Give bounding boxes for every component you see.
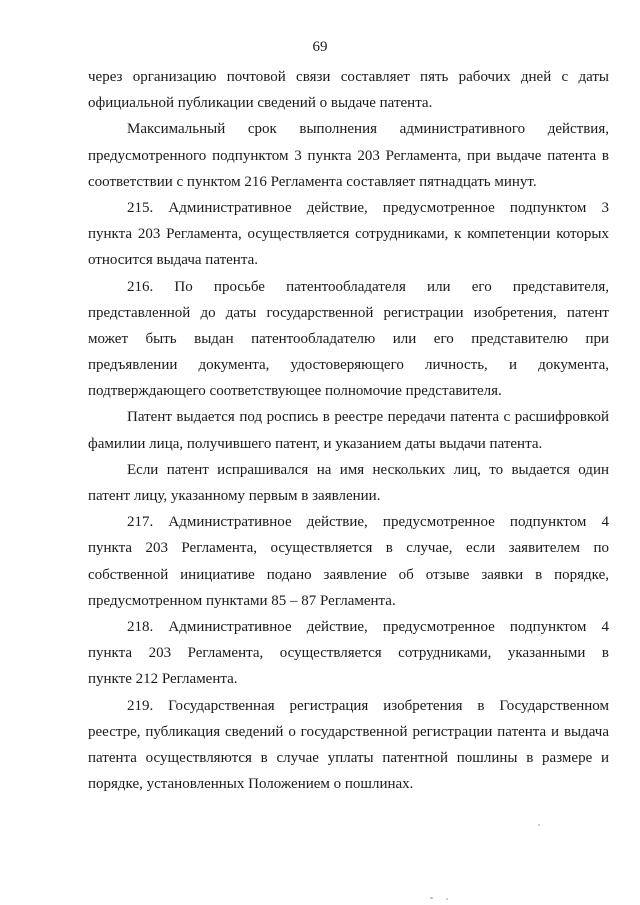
text-line: предъявлении документа, удостоверяющего личность, и документа, (88, 357, 609, 374)
paragraph (88, 116, 609, 195)
text-line: Максимальный срок выполнения административного действия, (127, 121, 609, 138)
text-line: собственной инициативе подано заявление об отзыве заявки в порядке, (88, 566, 609, 583)
text-line: подтверждающего соответствующее полномочие представителя. (88, 383, 502, 400)
paragraph (88, 195, 609, 274)
paragraph (88, 274, 609, 405)
scan-speck (430, 897, 433, 899)
text-line: предусмотренном пунктами 85 – 87 Регламента. (88, 592, 396, 609)
text-line: патента осуществляются в случае уплаты патентной пошлины в размере и (88, 749, 609, 766)
text-line: соответствии с пунктом 216 Регламента составляет пятнадцать минут. (88, 173, 537, 190)
text-line: представленной до даты государственной регистрации изобретения, патент (88, 304, 609, 321)
document-body (88, 64, 609, 797)
scan-speck (446, 898, 448, 900)
text-line: фамилии лица, получившего патент, и указанием даты выдачи патента. (88, 435, 543, 452)
paragraph (88, 614, 609, 693)
text-line: Если патент испрашивался на имя нескольких лиц, то выдается один (127, 461, 609, 478)
text-line: Патент выдается под роспись в реестре передачи патента с расшифровкой (127, 409, 609, 426)
text-line: пункта 203 Регламента, осуществляется в случае, если заявителем по (88, 540, 609, 557)
paragraph (88, 509, 609, 614)
text-line: относится выдача патента. (88, 252, 258, 269)
scan-speck (538, 824, 540, 826)
text-line: 215. Административное действие, предусмотренное подпунктом 3 (127, 199, 609, 216)
paragraph (88, 404, 609, 456)
text-line: реестре, публикация сведений о государственной регистрации патента и выдача (88, 723, 609, 740)
text-line: 219. Государственная регистрация изобретения в Государственном (127, 697, 609, 714)
text-line: 217. Административное действие, предусмотренное подпунктом 4 (127, 514, 609, 531)
text-line: официальной публикации сведений о выдаче патента. (88, 95, 433, 112)
paragraph (88, 693, 609, 798)
text-line: 218. Административное действие, предусмотренное подпунктом 4 (127, 618, 609, 635)
text-line: пункта 203 Регламента, осуществляется сотрудниками, указанными в (88, 645, 609, 662)
text-line: через организацию почтовой связи составляет пять рабочих дней с даты (88, 69, 609, 85)
text-line: предусмотренного подпунктом 3 пункта 203 Регламента, при выдаче патента в (88, 147, 609, 164)
paragraph (88, 457, 609, 509)
text-line: может быть выдан патентообладателю или его представителю при (88, 330, 609, 347)
text-line: пункта 203 Регламента, осуществляется сотрудниками, к компетенции которых (88, 226, 609, 243)
text-line: пункте 212 Регламента. (88, 671, 238, 688)
page-number: 69 (312, 39, 328, 55)
paragraph (88, 64, 609, 116)
text-line: патент лицу, указанному первым в заявлении. (88, 488, 381, 504)
text-line: 216. По просьбе патентообладателя или его представителя, (127, 278, 609, 295)
text-line: порядке, установленных Положением о пошлинах. (88, 776, 414, 793)
